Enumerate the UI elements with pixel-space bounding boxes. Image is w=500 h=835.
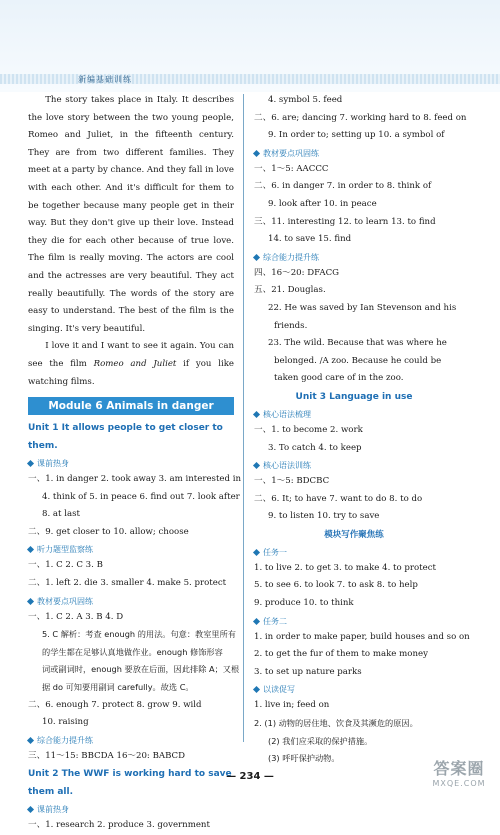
answer-line: 22. He was saved by Ian Stevenson and his bbox=[268, 302, 457, 313]
diamond-icon bbox=[253, 686, 260, 693]
answer-line: 一、1. C 2. C 3. B bbox=[28, 560, 103, 571]
answer-line: 二、9. get closer to 10. allow; choose bbox=[28, 526, 189, 537]
answer-line: 5. to see 6. to look 7. to ask 8. to help bbox=[254, 580, 418, 591]
section-tag-task-1: 任务一 bbox=[254, 546, 454, 560]
section-tag-comprehensive: 综合能力提升练 bbox=[254, 251, 454, 265]
passage-paragraph-2: I love it and I want to see it again. You can see the film Romeo and Juliet if you like watching films. bbox=[28, 341, 234, 387]
writing-section-heading: 模块写作聚焦练 bbox=[324, 529, 384, 540]
diamond-icon bbox=[27, 806, 34, 813]
column-divider bbox=[243, 94, 244, 742]
left-column bbox=[28, 92, 241, 835]
answer-line: 4. symbol 5. feed bbox=[268, 95, 343, 105]
answer-line: 二、1. left 2. die 3. smaller 4. make 5. protect bbox=[28, 578, 227, 589]
answer-line: 2. (1) 动物的居住地、饮食及其濒危的原因。 bbox=[254, 718, 418, 729]
diamond-icon bbox=[27, 598, 34, 605]
section-tag-read-to-write: 以读促写 bbox=[254, 683, 454, 697]
diamond-icon bbox=[253, 549, 260, 556]
answer-line: 三、11. interesting 12. to learn 13. to find bbox=[254, 216, 436, 227]
section-tag-listening: 听力题型监察练 bbox=[28, 543, 234, 557]
diamond-icon bbox=[253, 411, 260, 418]
section-tag-comprehensive: 综合能力提升练 bbox=[28, 734, 234, 748]
answer-line: 五、21. Douglas. bbox=[254, 285, 326, 296]
answer-line: 9. look after 10. in peace bbox=[268, 198, 377, 209]
answer-line: 3. to set up nature parks bbox=[254, 666, 362, 677]
answer-line: 二、6. It; to have 7. want to do 8. to do bbox=[254, 493, 423, 504]
answer-explanation: 的学生都在足够认真地做作业。enough 修饰形容 bbox=[42, 646, 223, 657]
answer-line: 二、6. are; dancing 7. working hard to 8. feed on bbox=[254, 112, 467, 123]
answer-line: 3. To catch 4. to keep bbox=[268, 442, 362, 453]
diamond-icon bbox=[253, 618, 260, 625]
diamond-icon bbox=[27, 546, 34, 553]
answer-explanation: 据 do 可知要用副词 carefully。故选 C。 bbox=[42, 682, 194, 693]
module-banner: Module 6 Animals in danger bbox=[28, 397, 234, 415]
answer-line: 1. live in; feed on bbox=[254, 700, 330, 711]
answer-line: 四、16～20: DFACG bbox=[254, 267, 340, 278]
answer-explanation: 5. C 解析：考查 enough 的用法。句意：教室里所有 bbox=[42, 629, 236, 640]
right-column bbox=[254, 92, 470, 768]
answer-line: 1. to live 2. to get 3. to make 4. to protect bbox=[254, 562, 436, 573]
answer-line: 2. to get the fur of them to make money bbox=[254, 649, 428, 660]
answer-explanation: 词或副词时，enough 要放在后面，因此排除 A；又根 bbox=[42, 664, 240, 675]
unit2-title: Unit 2 The WWF is working hard to save them all. bbox=[28, 769, 232, 798]
page-number: — 234 — bbox=[226, 771, 274, 782]
answer-line: 1. in order to make paper, build houses and so on bbox=[254, 631, 470, 642]
answer-line: 10. raising bbox=[42, 717, 89, 728]
watermark-logo: 答案圈 MXQE.COM bbox=[432, 759, 486, 788]
answer-line: 9. to listen 10. try to save bbox=[268, 511, 380, 522]
diamond-icon bbox=[253, 254, 260, 261]
answer-line: (2) 我们应采取的保护措施。 bbox=[268, 735, 373, 746]
answer-line: 14. to save 15. find bbox=[268, 234, 352, 245]
answer-line: 一、1. C 2. A 3. B 4. D bbox=[28, 611, 124, 622]
answer-line: (3) 呼吁保护动物。 bbox=[268, 753, 340, 764]
diamond-icon bbox=[253, 150, 260, 157]
answer-line: 一、1. to become 2. work bbox=[254, 424, 363, 435]
section-tag-grammar: 核心语法梳理 bbox=[254, 408, 454, 422]
unit1-title: Unit 1 It allows people to get closer to them. bbox=[28, 423, 223, 452]
answer-line: 一、1. research 2. produce 3. government bbox=[28, 820, 210, 831]
answer-line: taken good care of in the zoo. bbox=[274, 373, 404, 384]
answer-line: 二、6. in danger 7. in order to 8. think of bbox=[254, 181, 432, 192]
section-tag-task-2: 任务二 bbox=[254, 615, 454, 629]
answer-line: 一、1～5: AACCC bbox=[254, 163, 329, 174]
unit3-title: Unit 3 Language in use bbox=[295, 391, 413, 402]
answer-line: 9. produce 10. to think bbox=[254, 598, 354, 609]
answer-line: 4. think of 5. in peace 6. find out 7. look after bbox=[42, 491, 240, 502]
diamond-icon bbox=[27, 460, 34, 467]
answer-line: 三、11～15: BBCDA 16～20: BABCD bbox=[28, 750, 186, 761]
header-title: 新编基础训练 bbox=[78, 75, 132, 84]
diamond-icon bbox=[253, 462, 260, 469]
answer-line: 23. The wild. Because that was where he bbox=[268, 338, 447, 349]
answer-line: 8. at last bbox=[42, 509, 80, 520]
section-tag-pre-class: 课前热身 bbox=[28, 803, 234, 817]
answer-line: 9. In order to; setting up 10. a symbol of bbox=[268, 130, 445, 141]
answer-line: friends. bbox=[274, 320, 308, 331]
answer-line: 一、1～5: BDCBC bbox=[254, 476, 330, 487]
section-tag-key-points: 教材要点巩固练 bbox=[28, 595, 234, 609]
passage-paragraph-1: The story takes place in Italy. It describes the love story between the two young people, Romeo and Juliet, in the fifteenth century. They are from two different families. They meet at a party by chance. And they fall in love with each other. And it's difficult for them to be together because many people get in their way. But they don't give up their love. Instead they die for each other because of true love. The film is really moving. The actors are cool and the actresses are very beautiful. They act really beautifully. The words of the story are easy to understand. The best of the film is the singing. It's very beautiful. bbox=[28, 95, 234, 334]
film-title: Romeo and Juliet bbox=[93, 358, 177, 369]
answer-line: 一、1. in danger 2. took away 3. am interested in bbox=[28, 474, 241, 485]
header-decor-bar bbox=[0, 74, 500, 84]
answer-line: 二、6. enough 7. protect 8. grow 9. wild bbox=[28, 699, 202, 710]
answer-line: belonged. /A zoo. Because he could be bbox=[274, 355, 442, 366]
section-tag-grammar-training: 核心语法训练 bbox=[254, 459, 454, 473]
section-tag-key-points: 教材要点巩固练 bbox=[254, 147, 454, 161]
section-tag-pre-class: 课前热身 bbox=[28, 457, 234, 471]
diamond-icon bbox=[27, 737, 34, 744]
